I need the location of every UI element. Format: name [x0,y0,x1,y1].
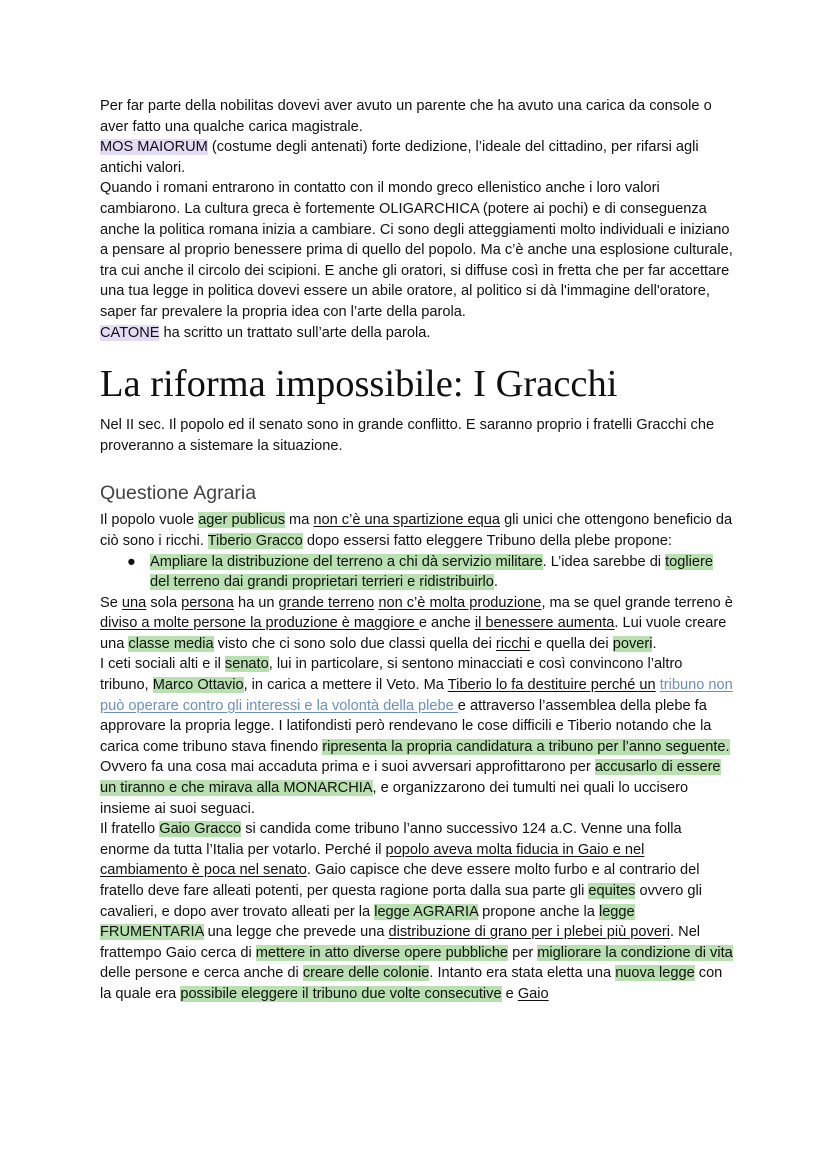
text: sola [146,594,182,611]
text: Nel II sec. Il popolo ed il senato sono in grande conflitto. E saranno proprio i fratelli Gracchi che proveranno a sistemare la situazione. [100,417,715,454]
highlight-marco-ottavio: Marco Ottavio [152,677,244,694]
text: . Nel frattempo Gaio cerca di [100,924,701,961]
highlight-equites: equites [588,883,636,899]
underline: distribuzione di grano per i plebei più poveri [388,924,671,941]
highlight-togliere: togliere del terreno dai grandi proprietari terrieri e ridistribuirlo [150,553,713,591]
underline: Gaio [517,985,549,1002]
underline: una [121,594,147,611]
highlight-ager-publicus: ager publicus [198,512,285,529]
text: visto che ci sono solo due classi quella dei [213,635,496,652]
paragraph-gaio-gracco [100,819,735,1004]
underline: il benessere aumenta [474,615,615,632]
text: , ma se quel grande terreno è [541,594,733,611]
text: , e organizzarono dei tumulti nei quali lo uccisero insieme ai suoi seguaci. [100,780,689,817]
paragraph-ceti-sociali [100,654,735,819]
list-item [127,552,735,593]
underline-spartizione: non c’è una spartizione equa [313,512,501,529]
highlight-migliorare: migliorare la condizione di vita [537,944,733,961]
text: , lui in particolare, si sentono minacciati e così convincono l’altro tribuno, [100,656,683,694]
document-page [100,96,735,1005]
text: . Intanto era stata eletta una [429,965,616,982]
paragraph-conflitto [100,415,735,456]
highlight-poveri: poveri [612,635,653,652]
text: Il popolo vuole [100,512,199,529]
subheading-questione-agraria: Questione Agraria [100,482,257,505]
bullet-list [100,552,735,593]
highlight-accusarlo: accusarlo di essere un tiranno e che mirava alla MONARCHIA [100,759,721,797]
highlight-catone: CATONE [100,324,160,341]
highlight-classe-media: classe media [128,635,214,652]
text: ha scritto un trattato sull’arte della parola. [159,324,431,341]
underline: diviso a molte persone la produzione è maggiore [100,615,419,632]
highlight-ripresenta: ripresenta la propria candidatura a tribuno per l’anno seguente. [322,738,730,755]
text: propone anche la [478,903,599,920]
text: ma [285,512,314,529]
highlight-legge-frumentaria: legge FRUMENTARIA [100,903,635,941]
paragraph-mos-maiorum [100,137,735,178]
paragraph-catone [100,323,735,344]
text: Se [100,594,122,611]
text: dopo essersi fatto eleggere Tribuno della plebe propone: [302,532,672,549]
text: , in carica a mettere il Veto. Ma [243,677,448,694]
underline-tiberio-destituire: Tiberio lo fa destituire perché un [447,677,656,694]
paragraph-cultura-greca [100,178,735,322]
highlight-legge-agraria: legge AGRARIA [374,903,479,920]
text: e [501,985,518,1002]
text: . [652,635,657,652]
paragraph-ager-publicus [100,510,735,551]
underline: popolo aveva molta fiducia in Gaio e nel cambiamento è poca nel senato [100,841,645,879]
underline: non c’è molta produzione [378,594,542,611]
text: e attraverso l’assemblea della plebe fa approvare la propria legge. I latifondisti però rendevano le cose difficili e Tiberio notando che la carica come tribuno stava finendo [100,697,712,755]
text: ovvero gli cavalieri, e dopo aver trovato alleati per la [100,883,702,920]
text: con la quale era [100,965,723,1002]
text: . [493,574,498,591]
highlight-senato: senato [224,656,269,673]
text: gli unici che ottengono beneficio da ciò sono i ricchi. [100,512,733,549]
highlight-nuova-legge: nuova legge [615,965,695,982]
text: Ovvero fa una cosa mai accaduta prima e i suoi avversari approfittarono per [100,759,595,776]
text: una legge che prevede una [203,924,389,941]
highlight-tiberio-gracco: Tiberio Gracco [207,532,303,549]
underline: persona [181,594,234,611]
text: . Gaio capisce che deve essere molto furbo e al contrario del fratello deve fare alleati potenti, per questa ragione porta dalla sua parte gli [100,862,700,899]
text: . Lui vuole creare una [100,615,727,652]
text: e anche [418,615,475,632]
paragraph-nobilitas [100,96,735,137]
text: si candida come tribuno l’anno successivo 124 a.C. Venne una folla enorme da tutta l’Italia per votarlo. Perché il [100,821,682,858]
highlight-colonie: creare delle colonie [302,965,430,982]
paragraph-terreno [100,593,735,655]
underline: ricchi [495,635,530,652]
link-tribuno-plebe[interactable]: tribuno non può operare contro gli interessi e la volontà della plebe [100,677,733,714]
underline: grande terreno [278,594,375,611]
highlight-opere-pubbliche: mettere in atto diverse opere pubbliche [255,944,509,961]
text: e quella dei [529,635,613,652]
text: Per far parte della nobilitas dovevi aver avuto un parente che ha avuto una carica da console o aver fatto una qualche carica magistrale. [100,98,712,135]
bullet-icon: ● [127,553,136,570]
text: Quando i romani entrarono in contatto con il mondo greco ellenistico anche i loro valori cambiarono. La cultura greca è fortemente OLIGARCHICA (potere ai pochi) e di conseguenza anche la politica romana inizia a cambiare. Ci sono degli atteggiamenti molto individuali e iniziano a pensare al proprio benessere prima di quello del popolo. Ma c’è anche una esplosione culturale, tra cui anche il circolo dei scipioni. E anche gli oratori, si diffuse così in fretta che per far accettare una tua legge in politica dovevi essere un abile oratore, al politico si dà l'immagine dell'oratore, saper far prevalere la propria idea con l’arte della parola. [100,180,733,320]
text: delle persone e cerca anche di [100,965,303,982]
highlight-ampliare: Ampliare la distribuzione del terreno a chi dà servizio militare [150,553,543,570]
highlight-gaio-gracco: Gaio Gracco [159,821,242,838]
text: ha un [233,594,279,611]
text: . L’idea sarebbe di [542,553,666,570]
text: (costume degli antenati) forte dedizione, l’ideale del cittadino, per rifarsi agli antichi valori. [100,139,699,176]
section-heading: La riforma impossibile: I Gracchi [100,363,618,406]
highlight-due-volte: possibile eleggere il tribuno due volte consecutive [180,985,502,1002]
text: Il fratello [100,821,160,838]
highlight-mos-maiorum: MOS MAIORUM [100,139,208,156]
text: per [508,944,538,961]
text: I ceti sociali alti e il [100,656,225,673]
